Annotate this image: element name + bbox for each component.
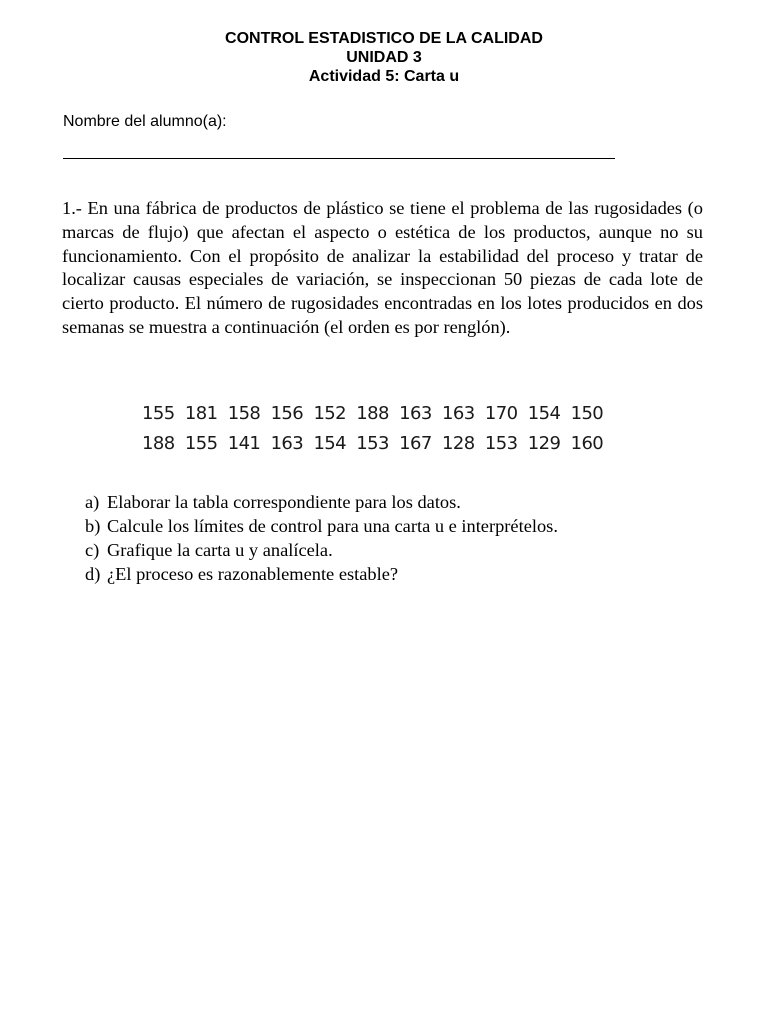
data-value: 160 (570, 433, 604, 454)
question-marker: b) (85, 516, 101, 536)
data-value: 163 (442, 403, 475, 424)
question-item (85, 562, 558, 586)
question-item (85, 490, 558, 514)
question-list (85, 490, 558, 586)
course-title: CONTROL ESTADISTICO DE LA CALIDAD (225, 30, 543, 47)
question-text: ¿El proceso es razonablemente estable? (107, 564, 399, 584)
question-marker: a) (85, 492, 100, 512)
student-name-line (63, 158, 615, 159)
data-value: 155 (184, 433, 218, 454)
problem-statement: 1.- En una fábrica de productos de plástico se tiene el problema de las rugosidades (o marcas de flujo) que afectan el aspecto o estética de los productos, aunque no su funcionamiento. Con el propósito de analizar la estabilidad del proceso y tratar de localizar causas especiales de variación, se inspeccionan 50 piezas de cada lote de cierto producto. El número de rugosidades encontradas en los lotes producidos en dos semanas se muestra a continuación (el orden es por renglón). (62, 198, 703, 337)
student-name-label: Nombre del alumno(a): (63, 113, 227, 130)
question-marker: d) (85, 564, 101, 584)
data-value: 152 (313, 403, 346, 424)
data-value: 154 (313, 433, 346, 454)
activity-title: Actividad 5: Carta u (308, 68, 460, 85)
question-text: Elaborar la tabla correspondiente para los datos. (107, 492, 461, 512)
data-value: 181 (184, 403, 218, 424)
defects-data-table (142, 399, 613, 459)
unit-title: UNIDAD 3 (346, 49, 422, 66)
data-value: 128 (442, 433, 475, 454)
data-value: 153 (484, 433, 518, 454)
data-value: 154 (527, 403, 561, 424)
data-row (142, 399, 613, 429)
data-value: 170 (484, 403, 518, 424)
data-value: 163 (399, 403, 432, 424)
question-marker: c) (85, 540, 100, 560)
question-item (85, 538, 558, 562)
data-value: 155 (142, 403, 175, 424)
data-value: 156 (270, 403, 304, 424)
data-value: 153 (356, 433, 389, 454)
data-value: 167 (399, 433, 432, 454)
data-value: 188 (356, 403, 389, 424)
data-row (142, 429, 613, 459)
data-value: 129 (527, 433, 561, 454)
data-value: 150 (570, 403, 604, 424)
data-value: 163 (270, 433, 304, 454)
data-value: 188 (142, 433, 175, 454)
data-value: 141 (227, 433, 261, 454)
data-value: 158 (227, 403, 261, 424)
question-text: Grafique la carta u y analícela. (107, 540, 333, 560)
question-item (85, 514, 558, 538)
question-text: Calcule los límites de control para una carta u e interprételos. (107, 516, 558, 536)
document-header (0, 29, 768, 86)
